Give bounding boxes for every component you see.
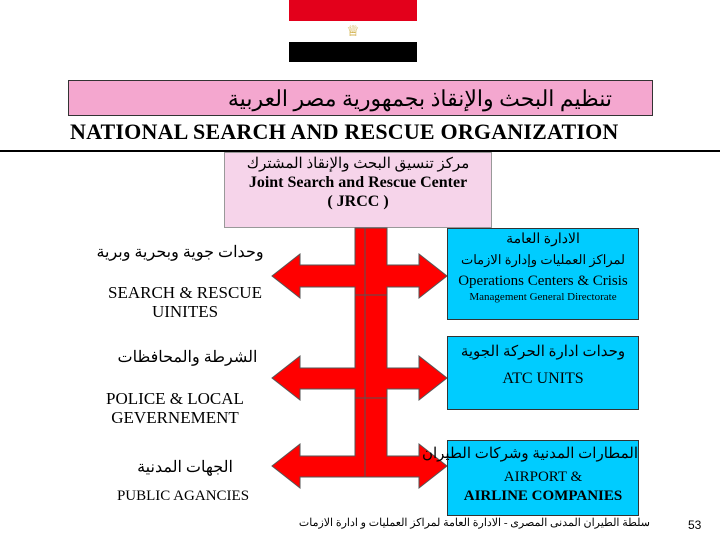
right-unit-english: ATC UNITS [502, 370, 584, 387]
arabic-title: تنظيم البحث والإنقاذ بجمهورية مصر العربية [227, 86, 612, 111]
jrcc-arabic-label: مركز تنسيق البحث والإنقاذ المشترك [246, 156, 470, 172]
page-number: 53 [688, 518, 702, 532]
right-unit-operations-centers [447, 228, 639, 320]
left-unit-police-en [80, 389, 270, 427]
right-unit-atc [447, 336, 639, 410]
eagle-emblem-icon: ♕ [346, 22, 360, 40]
arrow-right-upper [365, 228, 447, 298]
left-unit-english: PUBLIC AGANCIES [116, 488, 250, 504]
left-unit-search-rescue [80, 242, 280, 262]
left-unit-search-rescue-en [90, 283, 280, 321]
arrow-left-upper [272, 228, 377, 298]
left-unit-english: SEARCH & RESCUE [108, 283, 262, 302]
arrow-right-middle [365, 295, 447, 400]
left-unit-english: GEVERNEMENT [111, 408, 239, 427]
right-unit-english: AIRPORT & [503, 469, 583, 485]
arrow-left-middle [272, 295, 377, 400]
arrow-left-lower [272, 398, 377, 488]
right-unit-arabic: الادارة العامة [506, 232, 580, 247]
right-unit-airports [421, 440, 639, 516]
left-unit-public-en [88, 487, 278, 506]
right-unit-english: Management General Directorate [469, 291, 617, 303]
footer-caption: سلطة الطيران المدنى المصرى - الادارة العامة لمراكز العمليات و ادارة الازمات [298, 517, 650, 529]
jrcc-acronym: ( JRCC ) [327, 193, 389, 210]
english-title: NATIONAL SEARCH AND RESCUE ORGANIZATION [70, 119, 619, 144]
left-unit-arabic: وحدات جوية وبحرية وبرية [96, 244, 264, 261]
right-unit-english: Operations Centers & Crisis [458, 273, 628, 289]
left-unit-police [100, 347, 275, 367]
left-unit-arabic: الجهات المدنية [137, 459, 233, 476]
right-unit-arabic: لمراكز العمليات وإدارة الازمات [460, 252, 625, 267]
left-unit-arabic: الشرطة والمحافظات [117, 349, 258, 366]
jrcc-english-label: Joint Search and Rescue Center [248, 174, 468, 191]
right-unit-arabic: وحدات ادارة الحركة الجوية [460, 344, 626, 360]
arrow-right-lower [365, 398, 447, 488]
left-unit-public [100, 457, 270, 477]
left-unit-english: POLICE & LOCAL [106, 389, 244, 408]
right-unit-english: AIRLINE COMPANIES [463, 488, 623, 504]
left-unit-english: UINITES [151, 302, 219, 321]
right-unit-arabic: المطارات المدنية وشركات الطيران [421, 446, 638, 462]
